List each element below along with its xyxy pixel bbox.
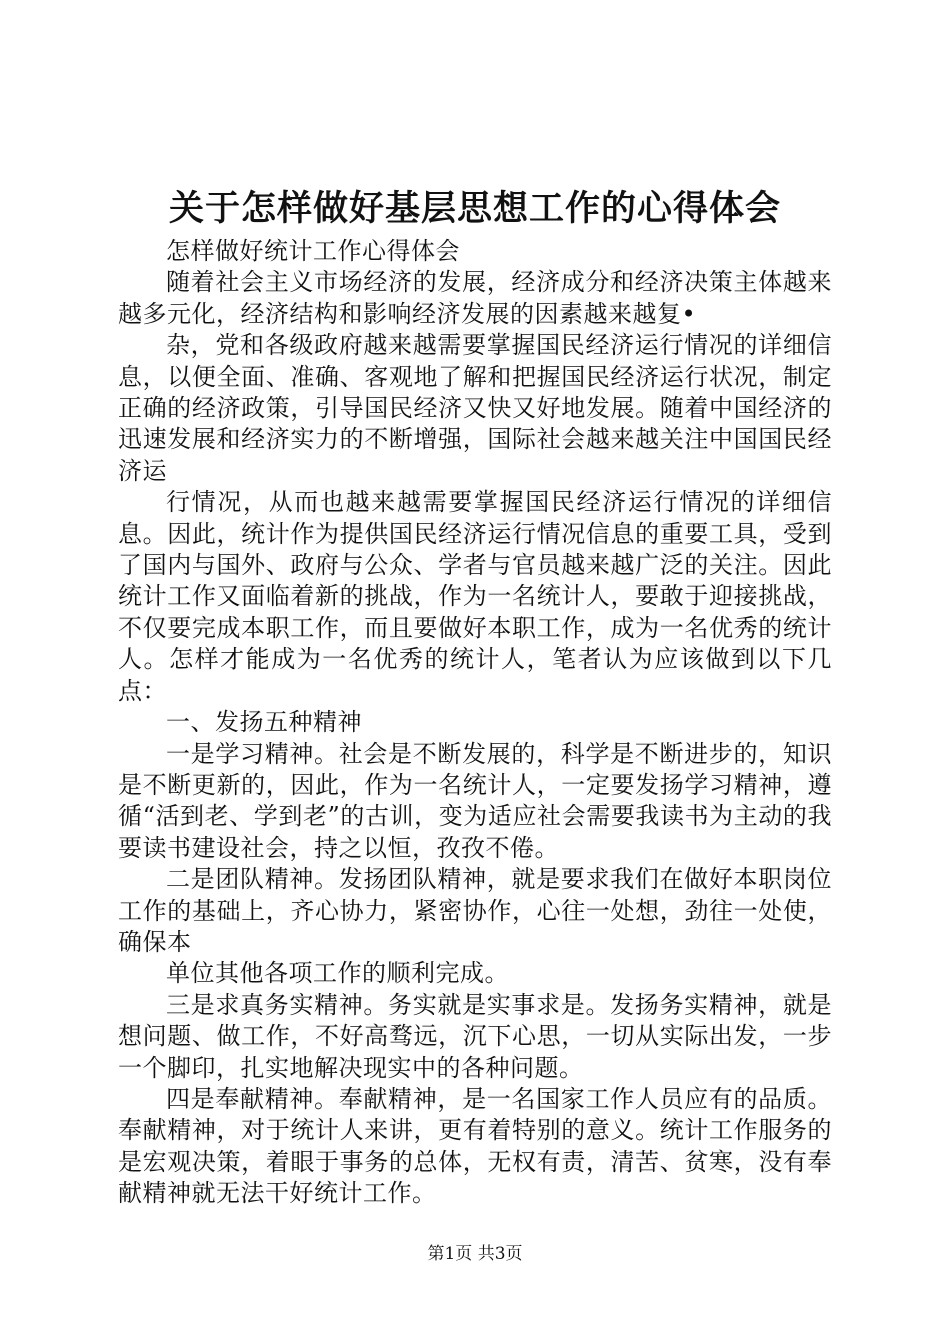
paragraph: 单位其他各项工作的顺利完成。 bbox=[166, 959, 509, 988]
paragraph: 二是团队精神。发扬团队精神，就是要求我们在做好本职岗位工作的基础上，齐心协力，紧密协作，心往一处想，劲往一处使，确保本 bbox=[118, 865, 832, 956]
section-heading: 一、发扬五种精神 bbox=[166, 708, 362, 737]
paragraph: 杂，党和各级政府越来越需要掌握国民经济运行情况的详细信息，以便全面、准确、客观地了解和把握国民经济运行状况，制定正确的经济政策，引导国民经济又快又好地发展。随着中国经济的迅速发展和经济实力的不断增强，国际社会越来越关注中国国民经济运 bbox=[118, 331, 832, 485]
paragraph: 四是奉献精神。奉献精神，是一名国家工作人员应有的品质。奉献精神，对于统计人来讲，更有着特别的意义。统计工作服务的是宏观决策，着眼于事务的总体，无权有责，清苦、贫寒，没有奉献精神就无法干好统计工作。 bbox=[118, 1084, 832, 1208]
paragraph: 一是学习精神。社会是不断发展的，科学是不断进步的，知识是不断更新的，因此，作为一名统计人，一定要发扬学习精神，遵循“活到老、学到老”的古训，变为适应社会需要我读书为主动的我要读书建设社会，持之以恒，孜孜不倦。 bbox=[118, 739, 832, 862]
paragraph: 随着社会主义市场经济的发展，经济成分和经济决策主体越来越多元化，经济结构和影响经济发展的因素越来越复• bbox=[118, 268, 832, 328]
paragraph: 三是求真务实精神。务实就是实事求是。发扬务实精神，就是想问题、做工作，不好高骛远，沉下心思，一切从实际出发，一步一个脚印，扎实地解决现实中的各种问题。 bbox=[118, 990, 832, 1082]
document-body bbox=[118, 236, 832, 1210]
paragraph: 行情况，从而也越来越需要掌握国民经济运行情况的详细信息。因此，统计作为提供国民经济运行情况信息的重要工具，受到了国内与国外、政府与公众、学者与官员越来越广泛的关注。因此统计工作又面临着新的挑战，作为一名统计人，要敢于迎接挑战，不仅要完成本职工作，而且要做好本职工作，成为一名优秀的统计人。怎样才能成为一名优秀的统计人，笔者认为应该做到以下几点： bbox=[118, 488, 832, 705]
page-footer: 第1页 共3页 bbox=[427, 1244, 523, 1264]
document-title: 关于怎样做好基层思想工作的心得体会 bbox=[168, 188, 781, 229]
paragraph-subtitle: 怎样做好统计工作心得体会 bbox=[166, 237, 460, 265]
